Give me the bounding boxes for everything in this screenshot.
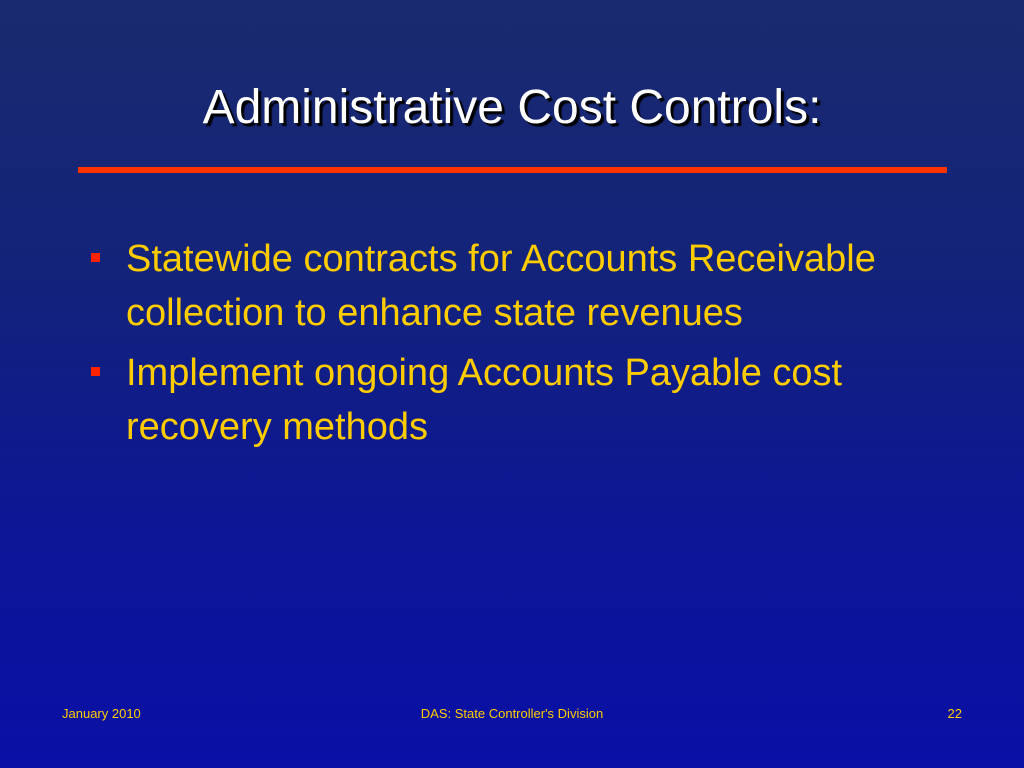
bullet-text: Implement ongoing Accounts Payable cost recovery methods (126, 352, 843, 448)
square-bullet-icon (91, 253, 100, 262)
slide-number: 22 (947, 706, 962, 721)
footer-date: January 2010 (62, 706, 141, 721)
square-bullet-icon (91, 367, 100, 376)
list-item (88, 346, 948, 454)
footer-organization: DAS: State Controller's Division (420, 706, 604, 721)
title-divider (78, 167, 947, 173)
list-item (88, 232, 948, 340)
bullet-list (88, 232, 948, 460)
slide-title: Administrative Cost Controls: (202, 81, 822, 134)
bullet-text: Statewide contracts for Accounts Receivable collection to enhance state revenues (126, 238, 876, 334)
